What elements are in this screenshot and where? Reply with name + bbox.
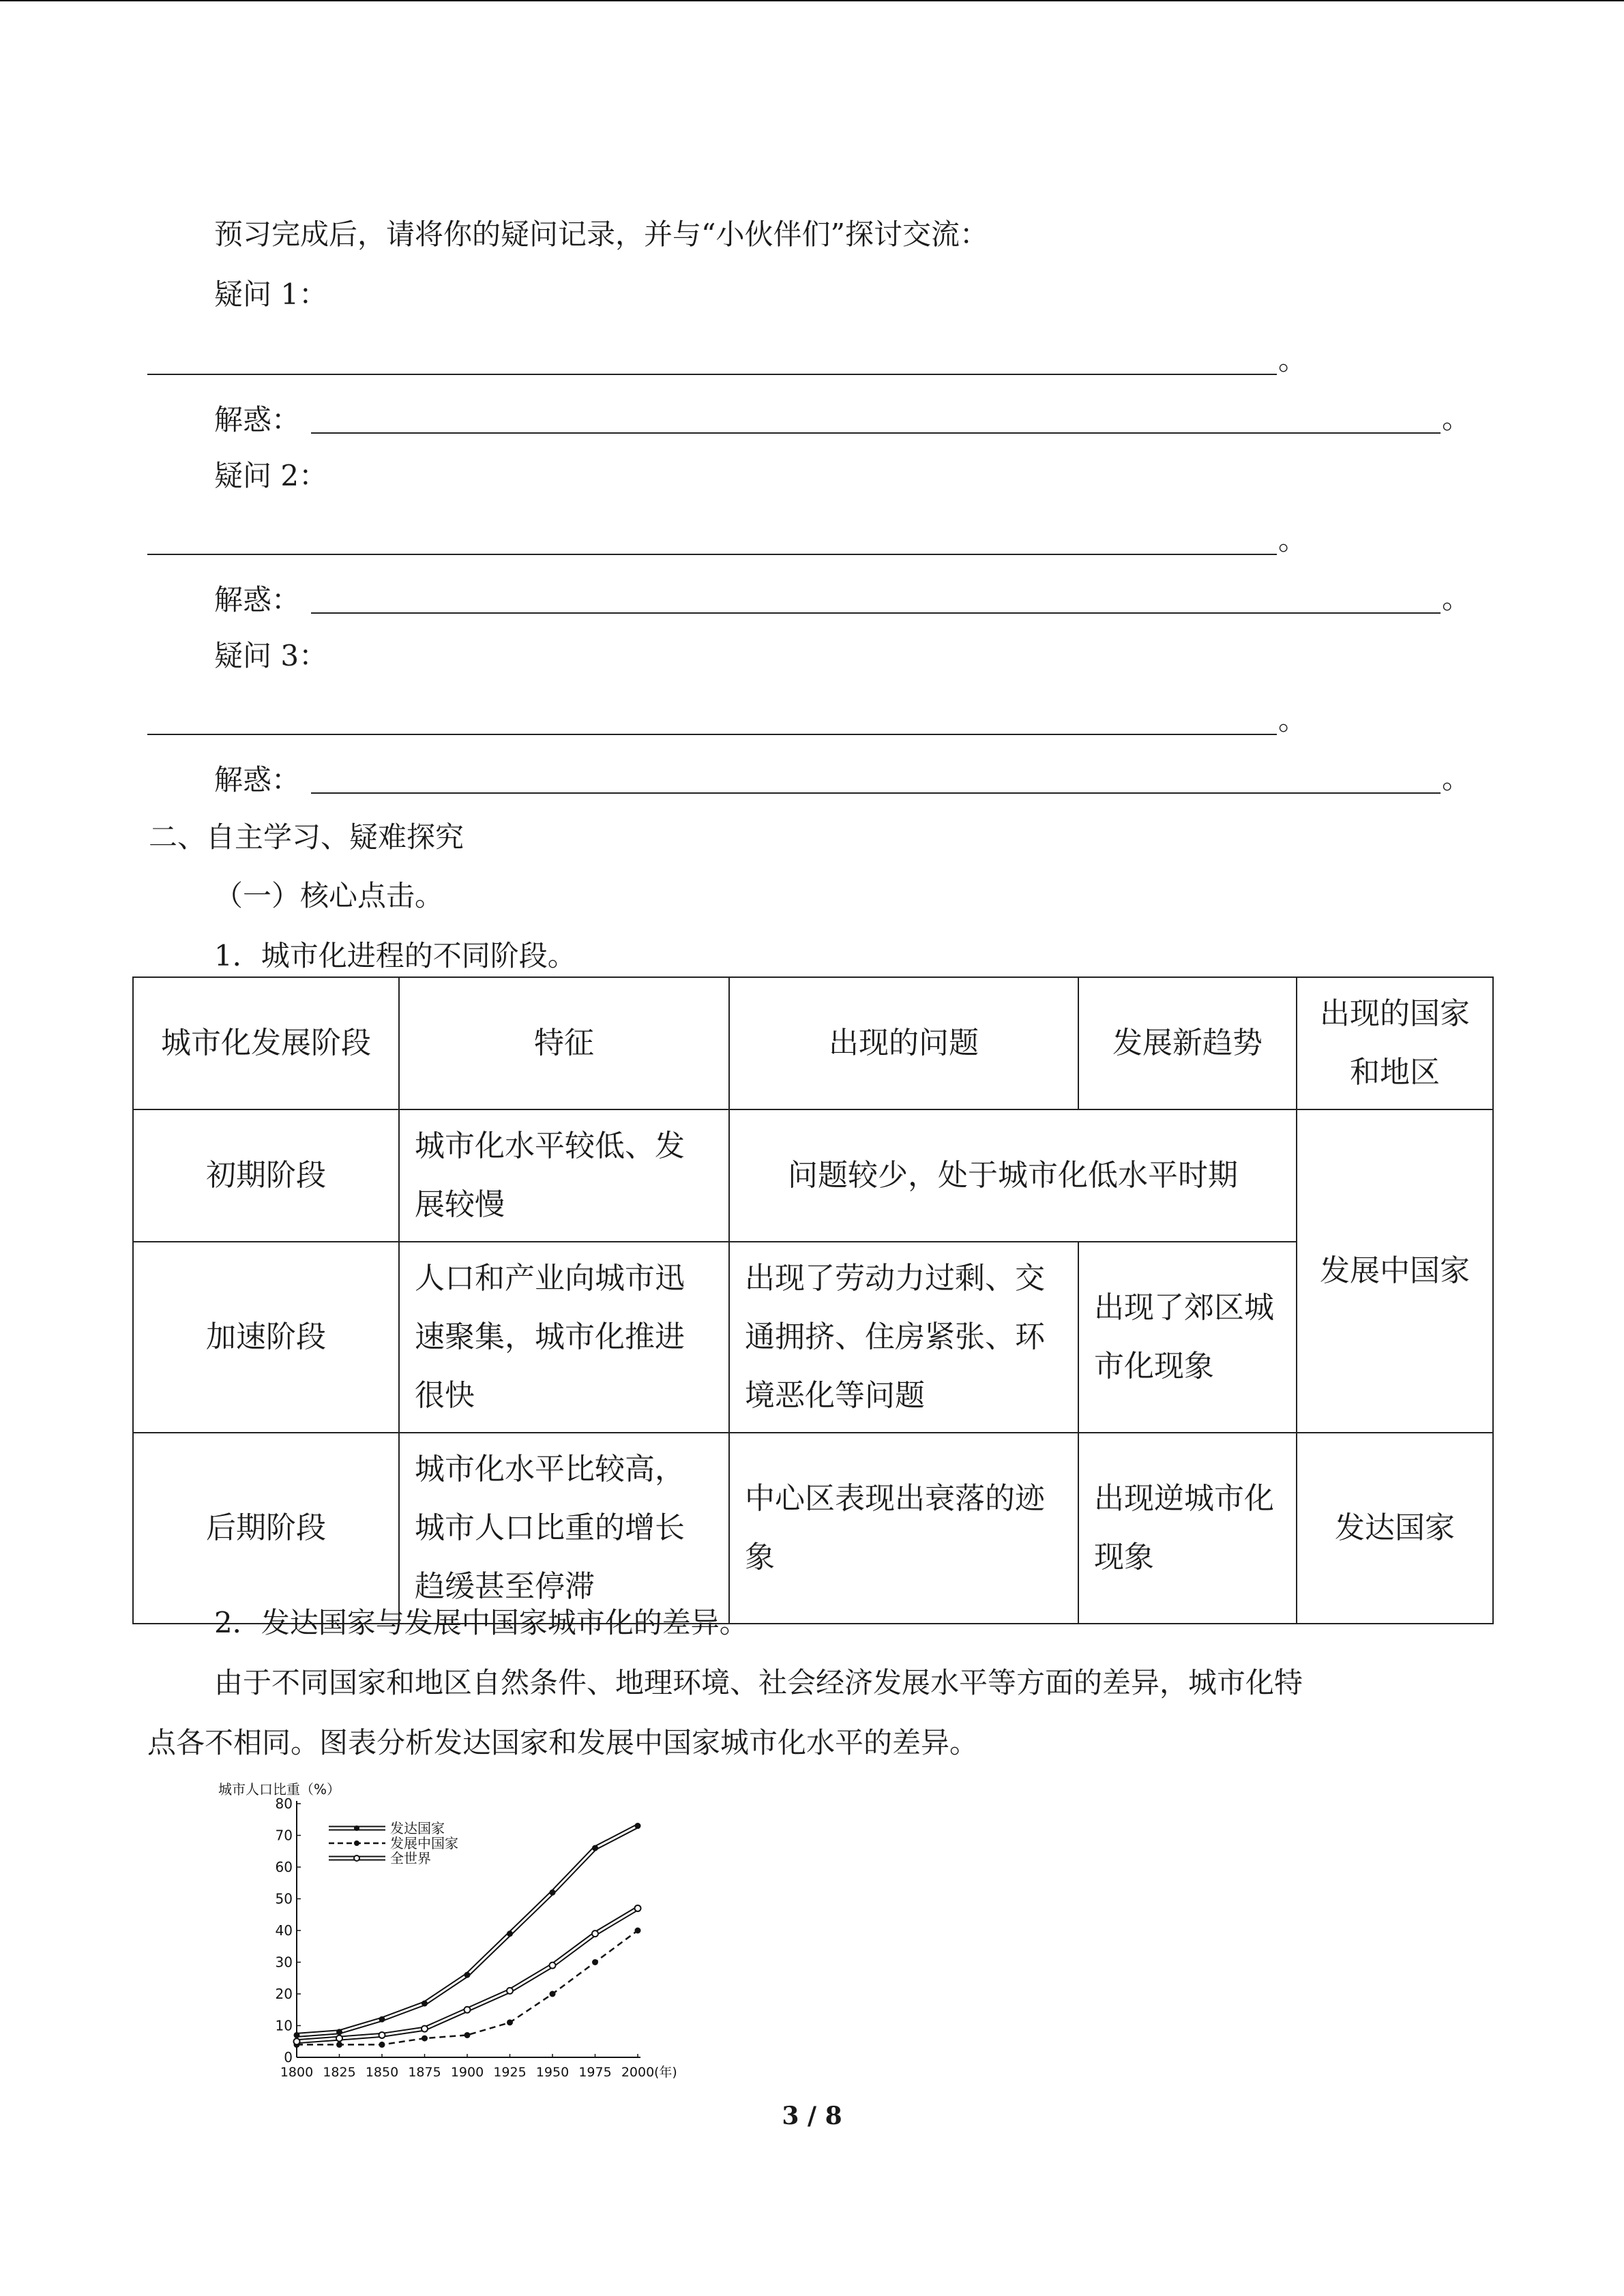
- chart-y-tick-label: 0: [284, 2049, 293, 2066]
- legend-label: 全世界: [390, 1850, 431, 1866]
- chart-y-tick-label: 50: [275, 1890, 293, 1907]
- cell-feature: 人口和产业向城市迅速聚集，城市化推进很快: [399, 1242, 729, 1433]
- chart-x-tick-label: 1875: [408, 2065, 441, 2080]
- data-point: [422, 2000, 428, 2006]
- chart-x-tick-label: 1925: [493, 2065, 527, 2080]
- urbanization-stages-table: [132, 976, 1494, 1624]
- header-problems: 出现的问题: [729, 977, 1078, 1109]
- header-stage: 城市化发展阶段: [133, 977, 399, 1109]
- intro-text: 预习完成后，请将你的疑问记录，并与“小伙伴们”探讨交流：: [214, 218, 988, 251]
- data-point: [507, 1988, 513, 1994]
- chart-y-axis-title: 城市人口比重（%）: [218, 1781, 341, 1798]
- answer-3-label: 解惑：: [214, 763, 301, 796]
- data-point: [592, 1930, 598, 1937]
- data-point: [294, 2032, 300, 2038]
- chart-y-tick-label: 20: [275, 1986, 293, 2002]
- legend-marker: [354, 1840, 359, 1846]
- legend-label: 发达国家: [390, 1820, 445, 1836]
- answer-1-label: 解惑：: [214, 403, 301, 436]
- chart-x-tick-label: 1900: [450, 2065, 484, 2080]
- cell-feature: 城市化水平较低、发展较慢: [399, 1109, 729, 1242]
- item-2-heading: 2．发达国家与发展中国家城市化的差异。: [214, 1606, 748, 1639]
- chart-y-tick-label: 30: [275, 1954, 293, 1971]
- chart-x-tick-label: 1825: [323, 2065, 356, 2080]
- legend-marker: [354, 1855, 359, 1861]
- data-point: [507, 2019, 513, 2025]
- table-header-row: [133, 977, 1493, 1109]
- data-point: [592, 1959, 598, 1965]
- question-2-blank[interactable]: [147, 554, 1277, 555]
- data-point: [635, 1905, 641, 1911]
- answer-3-blank[interactable]: [311, 792, 1441, 794]
- answer-3-period: 。: [1442, 762, 1471, 795]
- table-row: [133, 1109, 1493, 1242]
- data-point: [422, 2026, 428, 2032]
- paragraph-line-1: 由于不同国家和地区自然条件、地理环境、社会经济发展水平等方面的差异，城市化特: [214, 1666, 1303, 1699]
- header-region: 出现的国家和地区: [1297, 977, 1493, 1109]
- chart-x-tick-label: 1975: [578, 2065, 612, 2080]
- cell-region: 发展中国家: [1297, 1109, 1493, 1433]
- cell-problems: 出现了劳动力过剩、交通拥挤、住房紧张、环境恶化等问题: [729, 1242, 1078, 1433]
- chart-y-tick-label: 70: [275, 1827, 293, 1844]
- data-point: [294, 2038, 300, 2044]
- answer-2-blank[interactable]: [311, 612, 1441, 614]
- cell-trend: 出现逆城市化现象: [1078, 1433, 1297, 1624]
- chart-x-tick-label: 2000: [621, 2065, 655, 2080]
- urbanization-line-chart: [211, 1776, 703, 2083]
- section-heading: 二、自主学习、疑难探究: [149, 820, 464, 854]
- chart-legend: [329, 1820, 458, 1866]
- item-1-heading: 1．城市化进程的不同阶段。: [214, 939, 576, 972]
- data-point: [422, 2036, 428, 2042]
- header-trend: 发展新趋势: [1078, 977, 1297, 1109]
- data-point: [635, 1928, 641, 1934]
- chart-x-tick-label: 1950: [535, 2065, 570, 2080]
- data-point: [336, 2036, 342, 2042]
- answer-1-period: 。: [1442, 402, 1471, 435]
- data-point: [464, 2007, 471, 2013]
- data-point: [550, 1991, 556, 1997]
- legend-label: 发展中国家: [390, 1835, 458, 1851]
- data-point: [336, 2029, 342, 2035]
- header-feature: 特征: [399, 977, 729, 1109]
- cell-stage: 初期阶段: [133, 1109, 399, 1242]
- data-point: [550, 1963, 556, 1969]
- data-point: [379, 2042, 385, 2048]
- chart-x-tick-label: 1850: [365, 2065, 399, 2080]
- page-number: 3 / 8: [782, 2102, 842, 2130]
- data-point: [550, 1890, 556, 1896]
- cell-problems-merged: 问题较少，处于城市化低水平时期: [729, 1109, 1297, 1242]
- data-point: [336, 2042, 342, 2048]
- question-1-label: 疑问 1：: [214, 278, 328, 311]
- chart-x-unit-label: (年): [654, 2065, 677, 2080]
- chart-y-tick-label: 60: [275, 1859, 293, 1875]
- cell-stage: 加速阶段: [133, 1242, 399, 1433]
- answer-2-period: 。: [1442, 582, 1471, 615]
- data-point: [464, 1972, 471, 1978]
- question-3-blank[interactable]: [147, 734, 1277, 735]
- cell-problems: 中心区表现出衰落的迹象: [729, 1433, 1078, 1624]
- chart-y-tick-label: 80: [275, 1795, 293, 1812]
- page-top-border: [0, 0, 1624, 1]
- answer-2-label: 解惑：: [214, 583, 301, 616]
- table-row: [133, 1242, 1493, 1433]
- data-point: [507, 1930, 513, 1937]
- chart-x-tick-label: 1800: [280, 2065, 314, 2080]
- data-point: [379, 2016, 385, 2023]
- subsection-heading: （一）核心点击。: [214, 879, 444, 912]
- chart-y-tick-label: 40: [275, 1922, 293, 1939]
- question-2-label: 疑问 2：: [214, 459, 328, 492]
- answer-1-blank[interactable]: [311, 432, 1441, 434]
- legend-marker: [354, 1825, 359, 1831]
- question-3-label: 疑问 3：: [214, 639, 328, 672]
- cell-feature: 城市化水平比较高，城市人口比重的增长趋缓甚至停滞: [399, 1433, 729, 1624]
- data-point: [464, 2032, 471, 2038]
- question-1-blank[interactable]: [147, 374, 1277, 375]
- chart-y-tick-label: 10: [275, 2017, 293, 2034]
- question-1-period: 。: [1278, 343, 1308, 376]
- cell-trend: 出现了郊区城市化现象: [1078, 1242, 1297, 1433]
- data-point: [379, 2032, 385, 2038]
- chart-axes: [297, 1801, 640, 2057]
- chart-series-line: [294, 1823, 641, 2038]
- cell-region: 发达国家: [1297, 1433, 1493, 1624]
- table-row: [133, 1433, 1493, 1624]
- question-3-period: 。: [1278, 703, 1308, 736]
- paragraph-line-2: 点各不相同。图表分析发达国家和发展中国家城市化水平的差异。: [147, 1726, 979, 1759]
- question-2-period: 。: [1278, 523, 1308, 556]
- cell-stage: 后期阶段: [133, 1433, 399, 1624]
- data-point: [635, 1823, 641, 1829]
- data-point: [592, 1845, 598, 1851]
